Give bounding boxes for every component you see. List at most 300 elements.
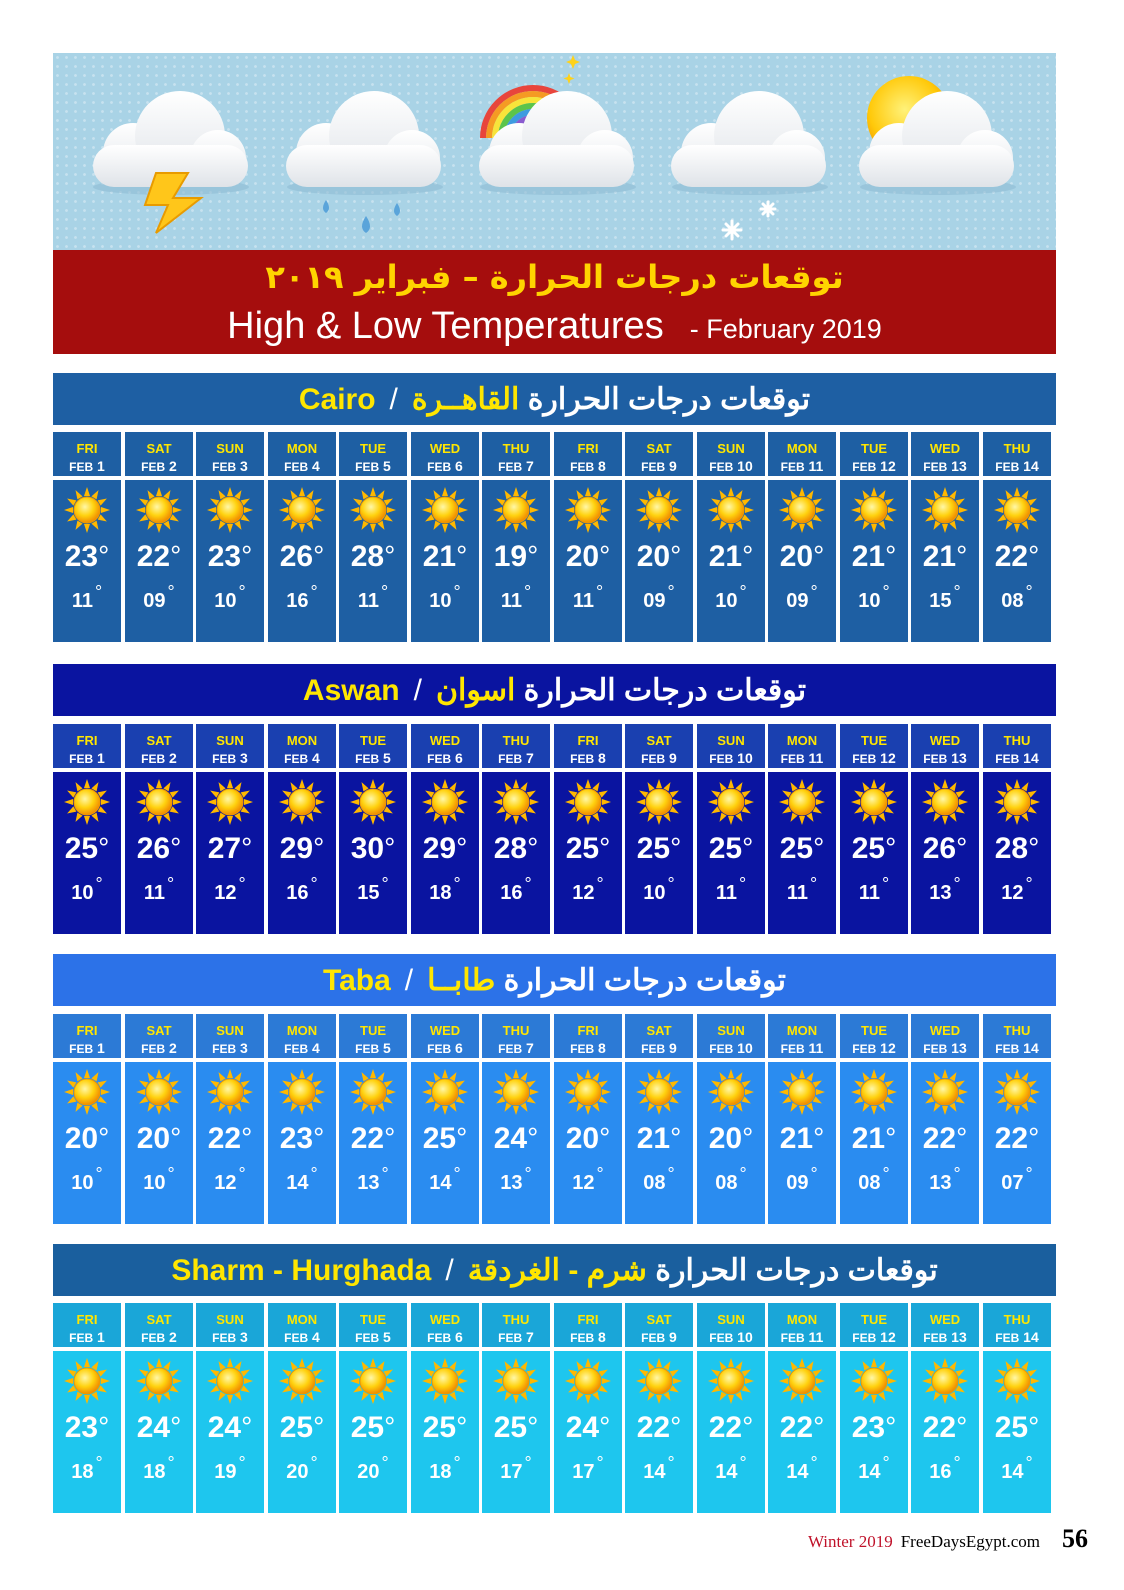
low-temp: 12 ° [1001,874,1033,904]
high-temp: 21° [422,540,468,573]
day-header [339,724,407,768]
day-body [697,772,765,934]
forecast-row [53,1303,1058,1513]
day-month: FEB [641,1042,666,1056]
day-of-week: MON [286,441,318,456]
day-header [411,1303,479,1347]
day-body [840,480,908,642]
sun-icon [921,486,969,534]
high-temp: 22° [994,1122,1040,1155]
high-temp: 28° [350,540,396,573]
high-temp: 25° [350,1411,396,1444]
rainbow-cloud-icon [479,55,636,195]
high-temp: 21° [851,1122,897,1155]
high-temp-value: 23 [64,540,99,573]
day-header [983,1303,1051,1347]
day-month: FEB [570,460,595,474]
high-temp: 25° [994,1411,1040,1444]
day-date [768,1040,836,1056]
city-name-ar: اسوان [435,674,516,707]
day-date [840,458,908,474]
day-date [554,1040,622,1056]
low-temp-value: 13 [929,882,952,904]
day-card [53,724,121,934]
day-header [697,724,765,768]
day-of-week: TUE [861,1312,887,1327]
low-temp-value: 13 [500,1172,523,1194]
day-of-week: FRI [76,1023,98,1038]
day-header [554,432,622,476]
day-number: 1 [97,458,105,474]
day-number: 6 [455,750,463,766]
day-date [840,1040,908,1056]
high-temp: 24° [493,1122,539,1155]
day-card [840,1014,908,1224]
day-header [268,1014,336,1058]
day-card [411,432,479,642]
sun-icon [778,778,826,826]
day-body [411,480,479,642]
sun-icon [778,1068,826,1116]
day-card [482,1303,550,1513]
low-temp-value: 20 [286,1461,309,1483]
sun-icon [778,1357,826,1405]
day-date [339,1329,407,1345]
sun-icon [63,1068,111,1116]
day-body [840,1062,908,1224]
sun-icon [135,1357,183,1405]
low-temp-value: 14 [715,1461,738,1483]
sun-icon [349,778,397,826]
city-separator: / [389,383,398,416]
high-temp-value: 25 [994,1411,1029,1444]
day-of-week: THU [502,1023,530,1038]
day-card [53,432,121,642]
sun-icon [492,1068,540,1116]
high-temp: 22° [779,1411,825,1444]
day-date [768,458,836,474]
day-month: FEB [923,1042,948,1056]
city-header [53,1244,1056,1296]
day-header [697,432,765,476]
day-date [268,1329,336,1345]
low-temp-value: 18 [429,1461,452,1483]
low-temp-value: 14 [429,1172,452,1194]
low-temp: 10 ° [214,582,246,612]
day-number: 13 [951,1329,967,1345]
high-temp-value: 25 [565,832,600,865]
day-number: 2 [169,1040,177,1056]
day-date [983,750,1051,766]
high-temp: 26° [136,832,182,865]
low-temp: 08 ° [643,1164,675,1194]
sun-icon [135,778,183,826]
day-body [482,480,550,642]
day-date [697,458,765,474]
day-card [697,432,765,642]
low-temp-value: 11 [71,590,93,612]
city-name-en: Cairo [298,383,376,416]
day-card [768,1014,836,1224]
day-month: FEB [284,460,309,474]
day-number: 3 [240,458,248,474]
low-temp-value: 11 [858,882,880,904]
low-temp: 17 ° [500,1453,532,1483]
day-of-week: MON [786,1023,818,1038]
sun-icon [635,1068,683,1116]
day-date [911,458,979,474]
day-header [411,1014,479,1058]
day-number: 2 [169,750,177,766]
high-temp: 23° [279,1122,325,1155]
day-body [268,1062,336,1224]
low-temp-value: 12 [1001,882,1024,904]
thunderstorm-cloud-icon [93,91,249,233]
day-number: 13 [951,750,967,766]
title-english [53,305,1056,348]
day-header [697,1014,765,1058]
day-header [840,1303,908,1347]
day-of-week: TUE [861,1023,887,1038]
day-date [411,458,479,474]
day-body [53,1062,121,1224]
day-body [482,1062,550,1224]
low-temp: 14 ° [429,1164,461,1194]
day-month: FEB [427,752,452,766]
sun-icon [421,778,469,826]
high-temp-value: 22 [994,1122,1029,1155]
day-number: 8 [598,1040,606,1056]
sun-icon [993,1357,1041,1405]
high-temp: 20° [136,1122,182,1155]
low-temp: 14 ° [786,1453,818,1483]
sun-icon [421,1068,469,1116]
sun-icon [421,1357,469,1405]
low-temp-value: 20 [357,1461,380,1483]
day-of-week: FRI [577,733,599,748]
day-of-week: TUE [360,441,386,456]
sun-icon [349,1357,397,1405]
day-of-week: FRI [577,441,599,456]
day-header [768,724,836,768]
low-temp: 11 ° [500,582,532,612]
sun-icon [850,1068,898,1116]
day-date [196,1040,264,1056]
high-temp: 27° [207,832,253,865]
day-header [768,1303,836,1347]
high-temp-value: 20 [136,1122,171,1155]
day-number: 4 [312,750,320,766]
high-temp: 22° [636,1411,682,1444]
high-temp-value: 22 [350,1122,385,1155]
high-temp: 26° [922,832,968,865]
low-temp: 13 ° [357,1164,389,1194]
day-number: 6 [455,1329,463,1345]
day-header [911,724,979,768]
day-number: 2 [169,458,177,474]
weather-banner [53,53,1056,250]
day-body [411,1062,479,1224]
low-temp: 19 ° [214,1453,246,1483]
day-of-week: FRI [76,441,98,456]
low-temp-value: 13 [929,1172,952,1194]
low-temp: 11 ° [715,874,747,904]
sun-icon [635,1357,683,1405]
day-date [840,750,908,766]
day-date [983,1040,1051,1056]
city-name-en: Aswan [302,674,400,707]
day-body [554,480,622,642]
high-temp: 29° [279,832,325,865]
day-card [697,1303,765,1513]
sun-icon [492,778,540,826]
day-of-week: SAT [646,1023,672,1038]
day-date [768,750,836,766]
low-temp-value: 16 [286,882,309,904]
high-temp-value: 25 [708,832,743,865]
city-name-ar: طابــا [427,964,496,997]
sun-icon [993,1068,1041,1116]
day-body [911,1062,979,1224]
day-body [983,772,1051,934]
day-header [840,432,908,476]
city-name-ar: شرم - الغردقة [467,1254,647,1287]
day-date [411,750,479,766]
high-temp-value: 23 [851,1411,886,1444]
day-number: 4 [312,458,320,474]
sun-icon [635,486,683,534]
sun-icon [707,1357,755,1405]
rain-cloud-icon [286,91,443,233]
low-temp-value: 10 [858,590,881,612]
high-temp: 22° [136,540,182,573]
high-temp-value: 30 [350,832,385,865]
day-body [554,1351,622,1513]
high-temp-value: 28 [350,540,385,573]
day-date [125,1329,193,1345]
title-bar [53,250,1056,354]
day-date [125,750,193,766]
day-card [339,724,407,934]
high-temp-value: 29 [422,832,457,865]
low-temp-value: 19 [214,1461,237,1483]
day-of-week: WED [429,441,461,456]
day-body [268,480,336,642]
high-temp-value: 22 [994,540,1029,573]
high-temp-value: 27 [207,832,242,865]
day-month: FEB [780,752,805,766]
high-temp-value: 22 [136,540,171,573]
day-header [268,432,336,476]
day-date [53,1329,121,1345]
day-of-week: SAT [646,733,672,748]
day-number: 8 [598,750,606,766]
forecast-row [53,432,1058,642]
high-temp-value: 20 [708,1122,743,1155]
low-temp-value: 10 [143,1172,166,1194]
low-temp: 08 ° [858,1164,890,1194]
day-card [268,1303,336,1513]
day-of-week: WED [929,1312,961,1327]
day-card [554,724,622,934]
high-temp-value: 21 [636,1122,671,1155]
high-temp-value: 20 [565,540,600,573]
high-temp-value: 22 [922,1411,957,1444]
day-body [339,772,407,934]
day-body [983,1062,1051,1224]
day-body [53,772,121,934]
low-temp: 11 ° [357,582,389,612]
low-temp-value: 14 [1001,1461,1024,1483]
day-date [768,1329,836,1345]
day-number: 6 [455,458,463,474]
high-temp-value: 20 [565,1122,600,1155]
low-temp: 18 ° [143,1453,175,1483]
day-date [196,1329,264,1345]
day-header [125,1303,193,1347]
day-month: FEB [69,752,94,766]
day-month: FEB [923,460,948,474]
low-temp: 10 ° [71,1164,103,1194]
day-month: FEB [641,752,666,766]
low-temp: 15 ° [929,582,961,612]
high-temp-value: 25 [422,1411,457,1444]
low-temp-value: 15 [357,882,380,904]
day-date [625,1329,693,1345]
sun-icon [349,1068,397,1116]
day-month: FEB [355,460,380,474]
low-temp: 08 ° [715,1164,747,1194]
day-of-week: TUE [360,733,386,748]
high-temp-value: 23 [207,540,242,573]
high-temp-value: 26 [922,832,957,865]
sun-icon [993,486,1041,534]
low-temp: 08 ° [1001,582,1033,612]
title-english-main: High & Low Temperatures [227,305,664,347]
high-temp: 21° [851,540,897,573]
day-number: 11 [808,458,824,474]
day-of-week: WED [429,1023,461,1038]
high-temp: 22° [350,1122,396,1155]
day-month: FEB [212,1331,237,1345]
day-month: FEB [995,1042,1020,1056]
day-header [53,432,121,476]
low-temp-value: 11 [715,882,737,904]
day-card [697,724,765,934]
day-number: 6 [455,1040,463,1056]
low-temp: 09 ° [143,582,175,612]
day-number: 8 [598,458,606,474]
low-temp-value: 11 [357,590,379,612]
low-temp-value: 18 [71,1461,94,1483]
day-header [625,1303,693,1347]
day-date [268,1040,336,1056]
city-name-ar: القاهــرة [411,383,520,416]
high-temp: 25° [636,832,682,865]
day-month: FEB [995,1331,1020,1345]
day-body [482,1351,550,1513]
high-temp: 22° [922,1122,968,1155]
sun-icon [564,778,612,826]
day-of-week: THU [1003,441,1031,456]
low-temp-value: 15 [929,590,952,612]
day-card [911,432,979,642]
low-temp-value: 11 [500,590,522,612]
low-temp-value: 11 [143,882,165,904]
high-temp: 24° [565,1411,611,1444]
low-temp: 16 ° [929,1453,961,1483]
low-temp: 11 ° [71,582,103,612]
sun-icon [135,486,183,534]
high-temp: 21° [922,540,968,573]
high-temp: 23° [64,1411,110,1444]
high-temp: 22° [922,1411,968,1444]
low-temp-value: 17 [572,1461,595,1483]
high-temp-value: 22 [779,1411,814,1444]
low-temp-value: 16 [929,1461,952,1483]
day-date [482,1040,550,1056]
high-temp-value: 21 [922,540,957,573]
day-body [411,1351,479,1513]
day-month: FEB [355,1331,380,1345]
day-number: 12 [880,458,896,474]
day-month: FEB [141,460,166,474]
low-temp: 09 ° [786,582,818,612]
day-card [411,724,479,934]
day-of-week: MON [786,441,818,456]
day-body [268,772,336,934]
day-date [983,458,1051,474]
day-header [268,1303,336,1347]
day-body [339,480,407,642]
low-temp-value: 14 [643,1461,666,1483]
day-card [697,1014,765,1224]
day-date [196,750,264,766]
day-body [125,1351,193,1513]
low-temp: 20 ° [357,1453,389,1483]
day-number: 7 [526,750,534,766]
day-body [125,480,193,642]
day-date [625,750,693,766]
day-header [125,724,193,768]
high-temp-value: 28 [994,832,1029,865]
day-date [411,1040,479,1056]
high-temp: 20° [636,540,682,573]
day-of-week: FRI [76,733,98,748]
high-temp-value: 29 [279,832,314,865]
day-card [196,724,264,934]
day-body [125,1062,193,1224]
day-card [625,724,693,934]
day-number: 9 [669,1040,677,1056]
high-temp: 25° [779,832,825,865]
high-temp-value: 20 [64,1122,99,1155]
day-month: FEB [641,460,666,474]
day-header [697,1303,765,1347]
day-body [196,480,264,642]
day-of-week: SUN [216,1312,244,1327]
high-temp: 29° [422,832,468,865]
low-temp: 14 ° [858,1453,890,1483]
low-temp-value: 18 [143,1461,166,1483]
high-temp-value: 25 [64,832,99,865]
day-number: 4 [312,1040,320,1056]
day-month: FEB [141,1042,166,1056]
day-body [625,772,693,934]
sun-icon [492,486,540,534]
day-body [339,1351,407,1513]
day-body [625,1351,693,1513]
